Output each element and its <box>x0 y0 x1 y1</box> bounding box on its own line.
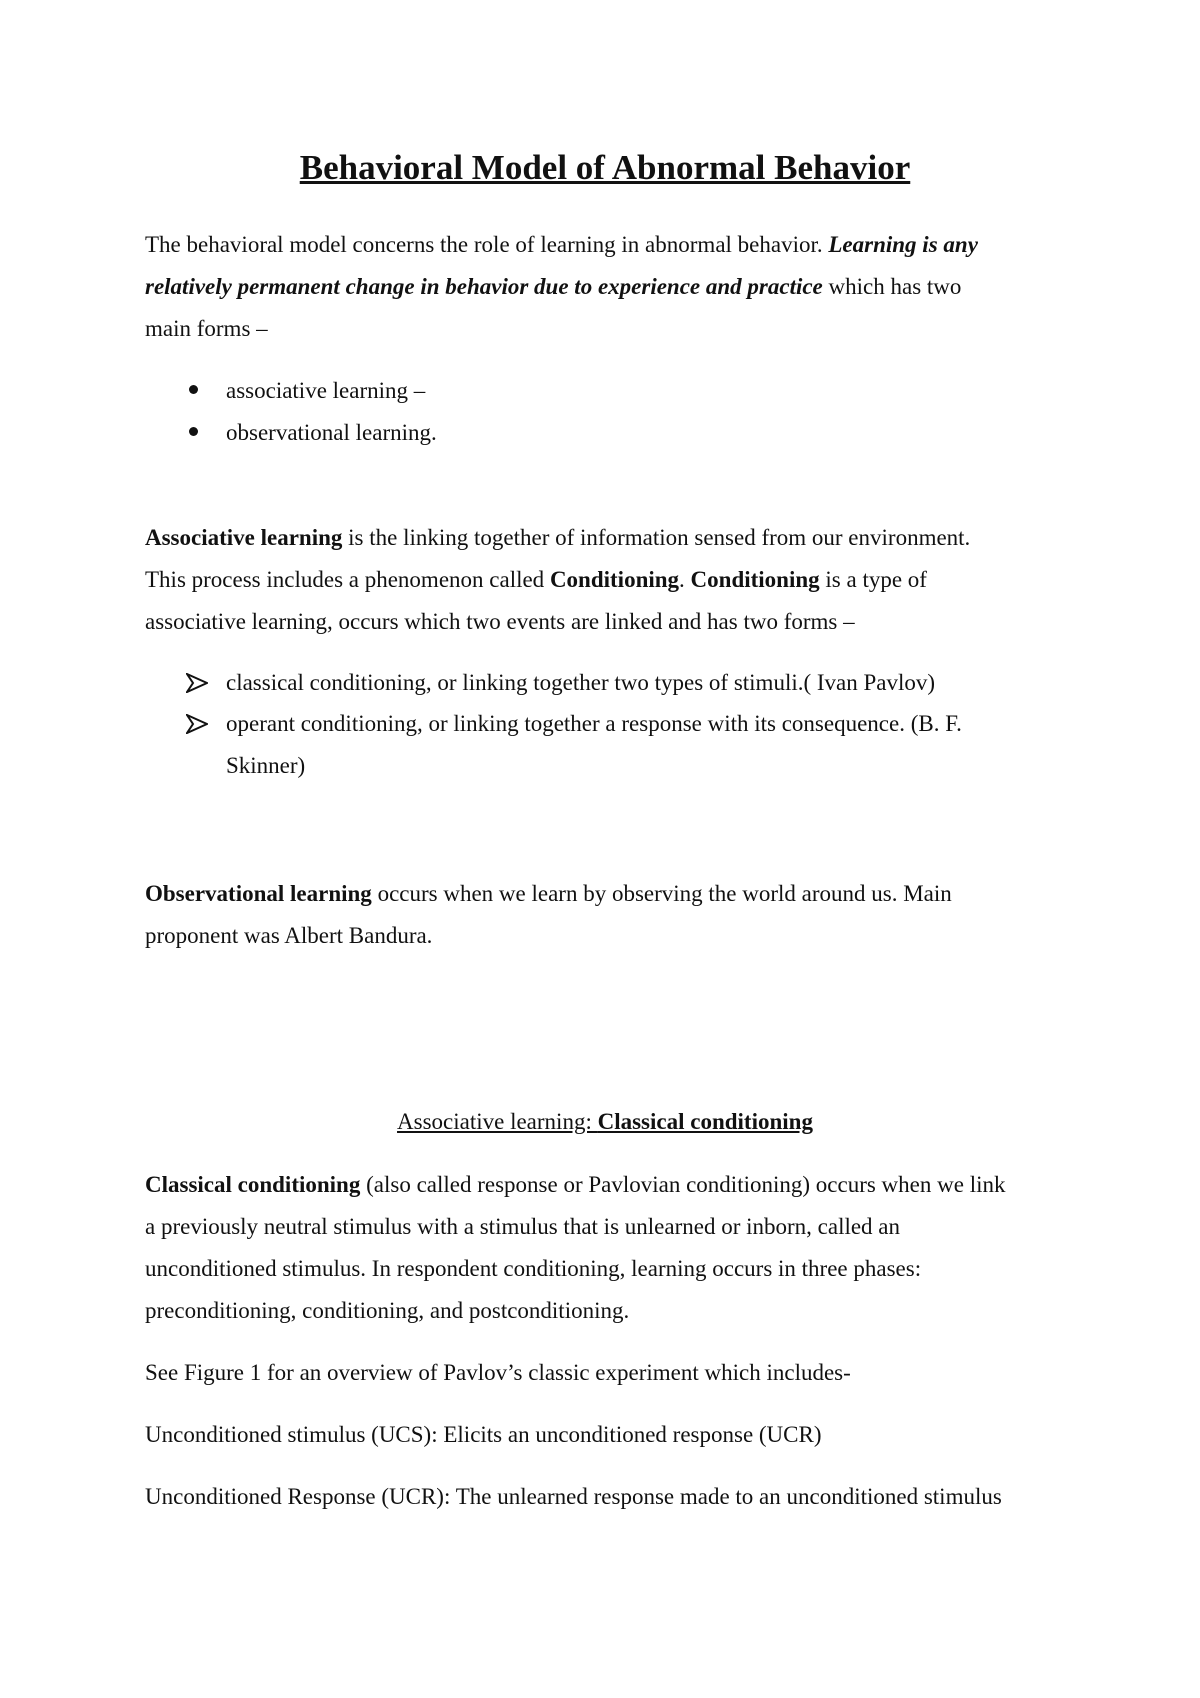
intro-line-3: main forms – <box>145 316 268 341</box>
classical-line-3: unconditioned stimulus. In respondent conditioning, learning occurs in three phases: <box>145 1256 922 1281</box>
form-item-associative: associative learning – <box>226 378 426 403</box>
classical-line-1 <box>145 1164 1005 1206</box>
observational-line-1 <box>145 873 952 915</box>
observational-text-1: occurs when we learn by observing the world around us. Main <box>371 881 952 906</box>
observational-line-2: proponent was Albert Bandura. <box>145 923 433 948</box>
associative-text-1: is the linking together of information sensed from our environment. <box>342 525 971 550</box>
section-heading <box>145 1101 1065 1143</box>
intro-line-1 <box>145 224 978 266</box>
bullet-dot-icon <box>189 427 198 436</box>
section-heading-plain: Associative learning: <box>397 1109 598 1134</box>
form-item-observational: observational learning. <box>226 420 437 445</box>
document-title: Behavioral Model of Abnormal Behavior <box>299 148 911 187</box>
intro-text-2: which has two <box>822 274 962 299</box>
observational-learning-term: Observational learning <box>145 881 372 906</box>
section-heading-bold: Classical conditioning <box>597 1109 813 1134</box>
conditioning-term-2: Conditioning <box>690 567 820 592</box>
classical-line-4: preconditioning, conditioning, and postconditioning. <box>145 1298 630 1323</box>
figure-reference: See Figure 1 for an overview of Pavlov’s classic experiment which includes- <box>145 1360 851 1385</box>
learning-definition-part2: relatively permanent change in behavior due to experience and practice <box>145 274 823 299</box>
associative-learning-term: Associative learning <box>145 525 343 550</box>
arrowhead-bullet-icon <box>186 714 208 734</box>
associative-text-4: is a type of <box>819 567 927 592</box>
conditioning-term: Conditioning <box>549 567 680 592</box>
intro-text: The behavioral model concerns the role of learning in abnormal behavior. <box>145 232 829 257</box>
associative-line-3: associative learning, occurs which two events are linked and has two forms – <box>145 609 855 634</box>
associative-line-2 <box>145 559 927 601</box>
classical-conditioning-item: classical conditioning, or linking together two types of stimuli.( Ivan Pavlov) <box>226 670 936 695</box>
associative-text-2: This process includes a phenomenon called <box>145 567 550 592</box>
arrowhead-bullet-icon <box>186 673 208 693</box>
ucr-definition: Unconditioned Response (UCR): The unlearned response made to an unconditioned stimulus <box>145 1484 1002 1509</box>
classical-line-2: a previously neutral stimulus with a stimulus that is unlearned or inborn, called an <box>145 1214 901 1239</box>
associative-text-3: . <box>679 567 691 592</box>
ucs-definition: Unconditioned stimulus (UCS): Elicits an unconditioned response (UCR) <box>145 1422 822 1447</box>
bullet-dot-icon <box>189 385 198 394</box>
learning-definition-part1: Learning is any <box>828 232 978 257</box>
operant-conditioning-item-cont: Skinner) <box>226 753 306 778</box>
operant-conditioning-item: operant conditioning, or linking together a response with its consequence. (B. F. <box>226 711 962 736</box>
intro-line-2 <box>145 266 961 308</box>
classical-text-1: (also called response or Pavlovian conditioning) occurs when we link <box>360 1172 1006 1197</box>
associative-line-1 <box>145 517 970 559</box>
classical-conditioning-term: Classical conditioning <box>145 1172 361 1197</box>
